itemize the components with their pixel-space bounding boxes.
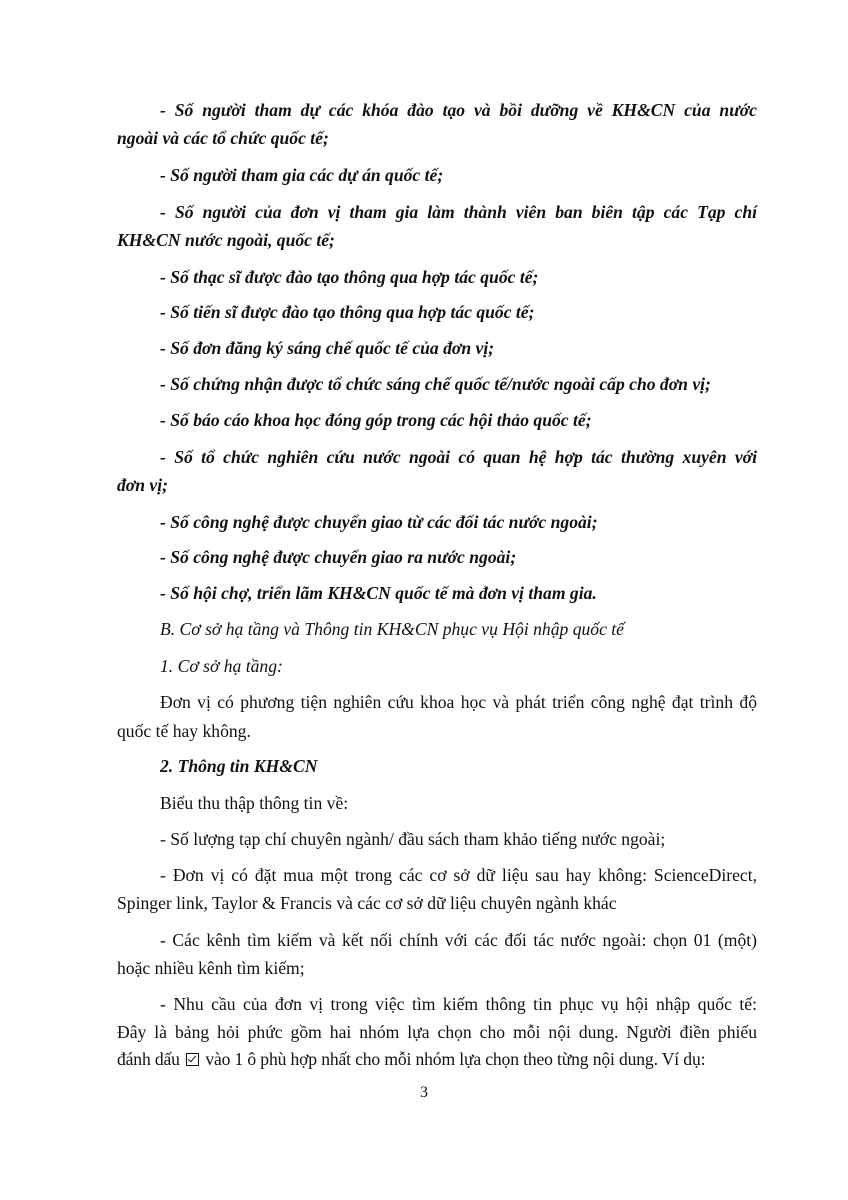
paragraph-line: - Số lượng tạp chí chuyên ngành/ đầu sách tham khảo tiếng nước ngoài; — [160, 829, 666, 849]
paragraph-line: Biểu thu thập thông tin về: — [160, 793, 349, 813]
paragraph-line: quốc tế hay không. — [117, 721, 251, 741]
subsection-1-heading: 1. Cơ sở hạ tầng: — [160, 656, 283, 676]
item-line: - Số báo cáo khoa học đóng góp trong các hội thảo quốc tế; — [160, 410, 592, 430]
paragraph-line: - Đơn vị có đặt mua một trong các cơ sở dữ liệu sau hay không: ScienceDirect, — [160, 865, 757, 885]
item-line: - Số công nghệ được chuyển giao từ các đối tác nước ngoài; — [160, 512, 598, 532]
checked-box-icon — [186, 1053, 199, 1066]
text-fragment: đánh dấu — [117, 1049, 180, 1069]
paragraph-line: - Nhu cầu của đơn vị trong việc tìm kiếm thông tin phục vụ hội nhập quốc tế: — [160, 994, 757, 1014]
text-fragment: vào 1 ô phù hợp nhất cho mỗi nhóm lựa chọn theo từng nội dung. Ví dụ: — [205, 1049, 706, 1069]
item-line: - Số tiến sĩ được đào tạo thông qua hợp tác quốc tế; — [160, 302, 535, 322]
item-line: - Số đơn đăng ký sáng chế quốc tế của đơn vị; — [160, 338, 495, 358]
item-line: - Số người tham gia các dự án quốc tế; — [160, 165, 444, 185]
page-number: 3 — [420, 1084, 428, 1101]
subsection-2-heading: 2. Thông tin KH&CN — [160, 756, 318, 776]
paragraph-line — [117, 1041, 757, 1077]
paragraph-line: hoặc nhiều kênh tìm kiếm; — [117, 958, 305, 978]
item-line: đơn vị; — [117, 475, 168, 495]
item-line: - Số thạc sĩ được đào tạo thông qua hợp tác quốc tế; — [160, 267, 539, 287]
item-line: - Số tổ chức nghiên cứu nước ngoài có quan hệ hợp tác thường xuyên với — [160, 447, 757, 467]
paragraph-line: - Các kênh tìm kiếm và kết nối chính với các đối tác nước ngoài: chọn 01 (một) — [160, 930, 757, 950]
item-line: ngoài và các tổ chức quốc tế; — [117, 128, 329, 148]
item-line: - Số chứng nhận được tổ chức sáng chế quốc tế/nước ngoài cấp cho đơn vị; — [160, 374, 711, 394]
paragraph-line: Đơn vị có phương tiện nghiên cứu khoa học và phát triển công nghệ đạt trình độ — [160, 692, 757, 712]
paragraph-line: Đây là bảng hỏi phức gồm hai nhóm lựa chọn cho mỗi nội dung. Người điền phiếu — [117, 1022, 757, 1042]
item-line: - Số người của đơn vị tham gia làm thành viên ban biên tập các Tạp chí — [160, 202, 757, 222]
item-line: - Số hội chợ, triển lãm KH&CN quốc tế mà đơn vị tham gia. — [160, 583, 597, 603]
section-b-heading: B. Cơ sở hạ tầng và Thông tin KH&CN phục vụ Hội nhập quốc tế — [160, 619, 624, 639]
item-line: KH&CN nước ngoài, quốc tế; — [117, 230, 335, 250]
item-line: - Số công nghệ được chuyển giao ra nước ngoài; — [160, 547, 517, 567]
item-line: - Số người tham dự các khóa đào tạo và bồi dưỡng về KH&CN của nước — [160, 100, 757, 120]
paragraph-line: Spinger link, Taylor & Francis và các cơ sở dữ liệu chuyên ngành khác — [117, 893, 617, 913]
